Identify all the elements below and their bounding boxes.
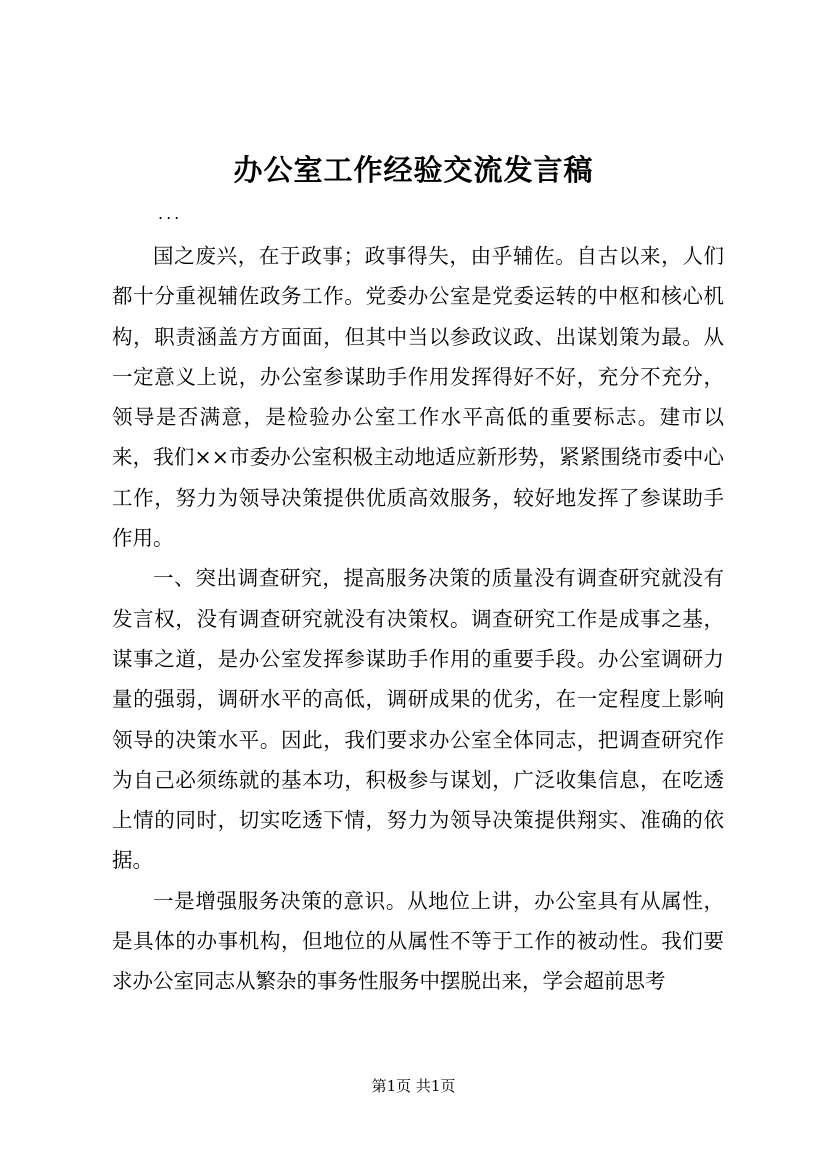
page-number-footer: 第1页 共1页 [371, 1077, 456, 1095]
paragraph-intro: 国之废兴，在于政事；政事得失，由乎辅佐。自古以来，人们都十分重视辅佐政务工作。党委办公室是党委运转的中枢和核心机构，职责涵盖方方面面，但其中当以参政议政、出谋划策为最。从一定意义上说，办公室参谋助手作用发挥得好不好，充分不充分，领导是否满意，是检验办公室工作水平高低的重要标志。建市以来，我们××市委办公室积极主动地适应新形势，紧紧围绕市委中心工作，努力为领导决策提供优质高效服务，较好地发挥了参谋助手作用。 [112, 244, 724, 551]
document-title: 办公室工作经验交流发言稿 [233, 153, 594, 187]
paragraph-point-one: 一是增强服务决策的意识。从地位上讲，办公室具有从属性，是具体的办事机构，但地位的从属性不等于工作的被动性。我们要求办公室同志从繁杂的事务性服务中摆脱出来，学会超前思考 [112, 888, 724, 994]
ellipsis-marker: ... [158, 204, 183, 223]
paragraph-section-one: 一、突出调查研究，提高服务决策的质量没有调查研究就没有发言权，没有调查研究就没有决策权。调查研究工作是成事之基，谋事之道，是办公室发挥参谋助手作用的重要手段。办公室调研力量的强弱，调研水平的高低，调研成果的优劣，在一定程度上影响领导的决策水平。因此，我们要求办公室全体同志，把调查研究作为自己必须练就的基本功，积极参与谋划，广泛收集信息，在吃透上情的同时，切实吃透下情，努力为领导决策提供翔实、准确的依据。 [112, 566, 724, 873]
document-body [112, 236, 724, 1002]
